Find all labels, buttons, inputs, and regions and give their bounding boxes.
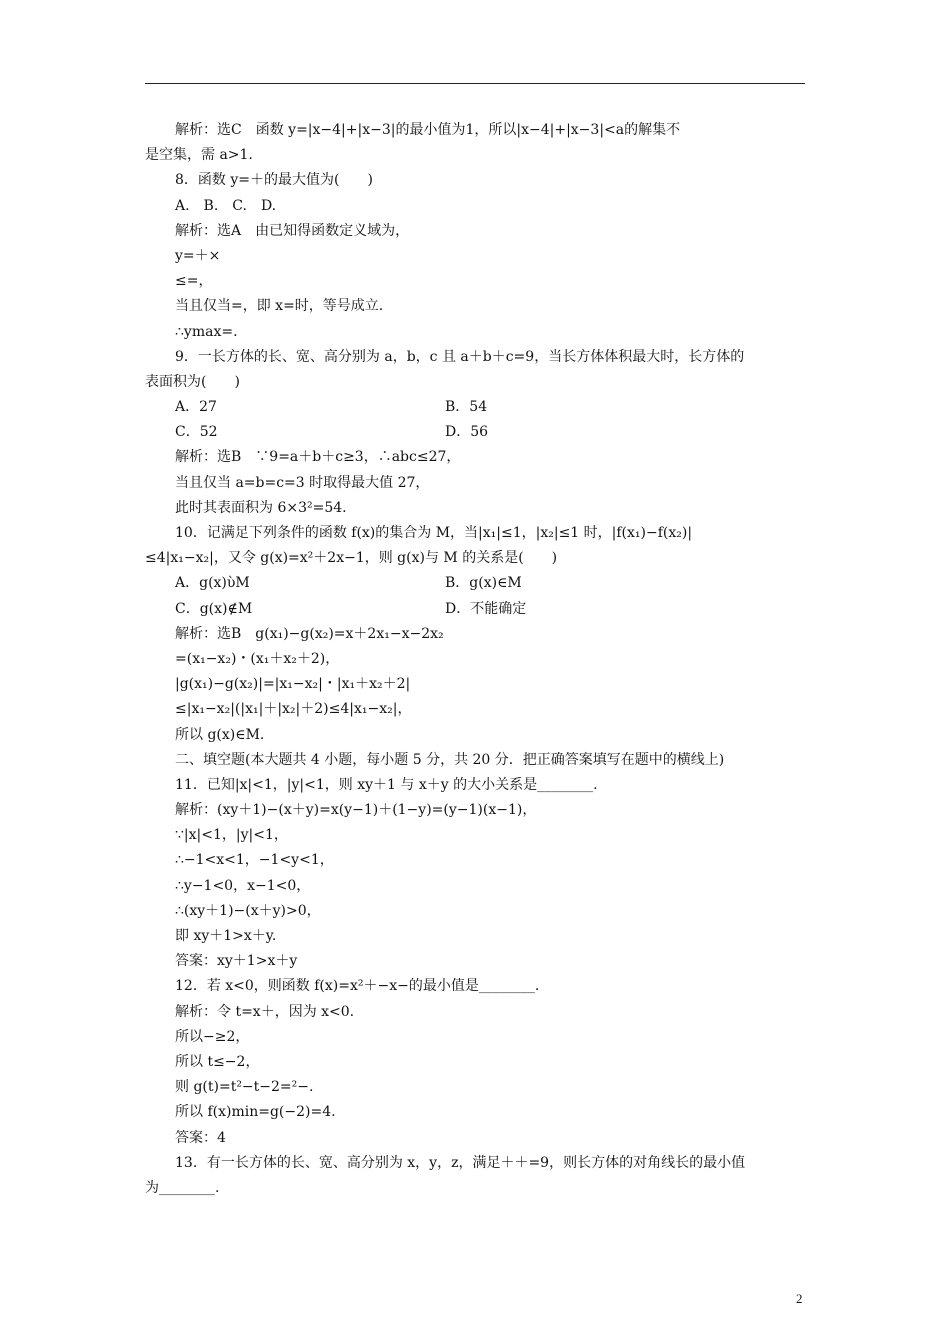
option-row <box>145 395 807 420</box>
option-row <box>145 420 807 445</box>
option-right: B．g(x)∈M <box>445 575 522 592</box>
text-line: y=＋× <box>175 247 221 264</box>
text-line: ∴ymax=. <box>175 323 238 340</box>
option-right: D．不能确定 <box>445 600 527 617</box>
text-line: 解析：选C 函数 y=|x−4|+|x−3|的最小值为1，所以|x−4|+|x−3|<a的解集不 <box>175 122 681 138</box>
text-line: 即 xy＋1>x＋y. <box>175 928 277 944</box>
text-line: ∴(xy＋1)−(x＋y)>0， <box>175 902 321 919</box>
page-number: 2 <box>796 1291 803 1306</box>
text-line: ∴y−1<0，x−1<0， <box>175 877 311 894</box>
text-line: 解析：选B g(x₁)−g(x₂)=x＋2x₁−x−2x₂ <box>175 625 444 642</box>
text-line: ≤|x₁−x₂|(|x₁|＋|x₂|＋2)≤4|x₁−x₂|， <box>175 701 412 718</box>
text-line: 答案：xy＋1>x＋y <box>175 953 298 970</box>
text-line: 8．函数 y=＋的最大值为( ) <box>175 172 373 189</box>
text-line: 当且仅当=，即 x=时，等号成立. <box>175 298 384 315</box>
text-line: A. B. C. D. <box>175 197 277 214</box>
text-line: ∴−1<x<1，−1<y<1， <box>175 852 334 869</box>
text-line: 是空集，需 a>1. <box>145 147 253 164</box>
text-line: 13．有一长方体的长、宽、高分别为 x，y，z，满足＋＋=9，则长方体的对角线长的最小值 <box>175 1154 746 1171</box>
text-line: 解析：(xy＋1)−(x＋y)=x(y−1)＋(1−y)=(y−1)(x−1)， <box>175 802 537 819</box>
text-line: 则 g(t)=t²−t−2=²−. <box>175 1079 314 1096</box>
option-right: B．54 <box>445 399 488 416</box>
text-line: ≤=， <box>175 273 213 290</box>
option-row <box>145 571 807 596</box>
document-body <box>145 118 807 1201</box>
option-right: D．56 <box>445 424 489 441</box>
text-line: 所以−≥2， <box>175 1028 250 1045</box>
text-line: 当且仅当 a=b=c=3 时取得最大值 27， <box>175 474 430 491</box>
text-line: ∵|x|<1，|y|<1， <box>175 827 288 844</box>
text-line: |g(x₁)−g(x₂)|=|x₁−x₂|・|x₁＋x₂＋2| <box>175 676 411 693</box>
text-line: 所以 f(x)min=g(−2)=4. <box>175 1104 336 1121</box>
text-line: 为________. <box>145 1179 220 1196</box>
option-left: A．27 <box>175 399 217 416</box>
header-rule <box>145 83 805 84</box>
text-line: 解析：令 t=x＋，因为 x<0. <box>175 1003 355 1020</box>
text-line: ≤4|x₁−x₂|，又令 g(x)=x²＋2x−1，则 g(x)与 M 的关系是( ) <box>145 550 558 567</box>
text-line: 解析：选A 由已知得函数定义域为， <box>175 222 410 239</box>
text-line: 9．一长方体的长、宽、高分别为 a，b，c 且 a＋b＋c=9，当长方体体积最大时，长方体的 <box>175 348 745 365</box>
text-line: 表面积为( ) <box>145 373 240 390</box>
text-line: 此时其表面积为 6×3²=54. <box>175 499 347 516</box>
text-line: 二、填空题(本大题共 4 小题，每小题 5 分，共 20 分．把正确答案填写在题中的横线上) <box>175 751 725 768</box>
text-line: 所以 t≤−2， <box>175 1053 260 1070</box>
option-row <box>145 597 807 622</box>
text-line: 解析：选B ∵9=a＋b＋c≥3，∴abc≤27， <box>175 449 461 466</box>
option-left: A．g(x)ὺM <box>175 575 250 592</box>
text-line: 12．若 x<0，则函数 f(x)=x²＋−x−的最小值是________. <box>175 978 540 995</box>
text-line: 10．记满足下列条件的函数 f(x)的集合为 M，当|x₁|≤1，|x₂|≤1 时，|f(x₁)−f(x₂)| <box>175 525 693 541</box>
option-left: C．52 <box>175 424 218 441</box>
text-line: 11．已知|x|<1，|y|<1，则 xy＋1 与 x＋y 的大小关系是________. <box>175 776 598 793</box>
text-line: 所以 g(x)∈M. <box>175 726 265 743</box>
option-left: C．g(x)∉M <box>175 600 253 617</box>
text-line: 答案：4 <box>175 1129 226 1146</box>
text-line: =(x₁−x₂)・(x₁＋x₂＋2)， <box>175 650 340 667</box>
